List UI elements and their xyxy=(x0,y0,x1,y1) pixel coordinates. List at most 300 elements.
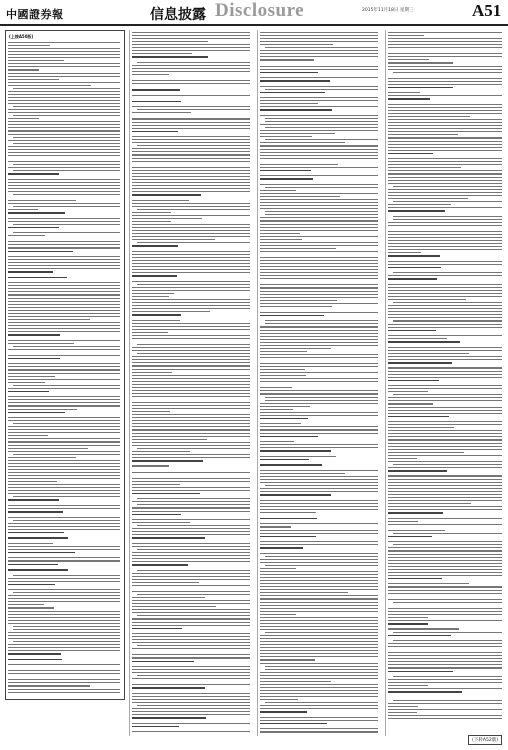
text-column-3 xyxy=(257,30,380,736)
text-line xyxy=(8,149,120,150)
text-line xyxy=(260,291,378,292)
text-line xyxy=(388,308,502,309)
text-line xyxy=(260,208,378,209)
text-line xyxy=(260,574,378,575)
text-line xyxy=(132,457,250,458)
text-line xyxy=(388,204,451,205)
text-line xyxy=(265,666,378,667)
text-line xyxy=(8,221,120,222)
text-line xyxy=(260,503,378,504)
text-line xyxy=(8,42,120,43)
text-line xyxy=(8,188,120,189)
text-line xyxy=(137,242,250,243)
text-line xyxy=(388,578,442,580)
text-line xyxy=(388,353,469,354)
text-line xyxy=(260,80,330,82)
text-line xyxy=(8,79,59,80)
text-line xyxy=(8,432,120,433)
text-line xyxy=(388,243,502,244)
text-line xyxy=(388,430,502,431)
text-line xyxy=(388,655,502,656)
text-line xyxy=(8,66,120,67)
text-line xyxy=(8,481,57,482)
text-line xyxy=(265,397,378,398)
text-line xyxy=(388,443,502,444)
text-line xyxy=(8,405,120,406)
text-line xyxy=(393,219,502,220)
text-line xyxy=(8,127,120,128)
text-line xyxy=(260,158,378,159)
text-line xyxy=(388,557,502,558)
text-line xyxy=(388,161,502,162)
text-line xyxy=(132,636,250,637)
text-line xyxy=(8,569,68,571)
text-line xyxy=(388,572,502,573)
text-line xyxy=(8,564,58,566)
text-line xyxy=(260,300,337,301)
text-line xyxy=(132,89,180,91)
text-line xyxy=(388,385,502,386)
text-line xyxy=(388,47,502,48)
text-line xyxy=(132,260,250,261)
text-line xyxy=(132,708,250,709)
text-line xyxy=(388,317,502,318)
text-line xyxy=(132,347,250,348)
text-line xyxy=(13,137,120,138)
text-line xyxy=(260,717,378,718)
text-line xyxy=(265,121,378,122)
text-line xyxy=(8,227,59,229)
text-line xyxy=(260,605,378,606)
masthead xyxy=(0,0,508,26)
text-line xyxy=(265,400,378,401)
text-line xyxy=(8,682,120,683)
text-line xyxy=(388,560,502,561)
text-line xyxy=(8,402,120,403)
text-line xyxy=(8,313,120,314)
text-line xyxy=(137,448,250,449)
text-line xyxy=(388,599,502,600)
text-line xyxy=(8,529,120,530)
text-line xyxy=(132,693,250,694)
text-line xyxy=(132,154,250,155)
text-line xyxy=(8,508,120,509)
text-line xyxy=(137,594,250,595)
text-line xyxy=(132,648,250,649)
text-line xyxy=(8,543,53,544)
text-line xyxy=(132,622,250,623)
text-line xyxy=(132,227,250,228)
text-line xyxy=(393,676,502,677)
text-line xyxy=(265,89,378,90)
text-line xyxy=(8,316,120,317)
text-line xyxy=(260,190,296,191)
text-line xyxy=(260,77,378,78)
text-line xyxy=(260,336,378,337)
text-line xyxy=(132,194,201,196)
text-line xyxy=(132,552,250,553)
text-line xyxy=(260,470,378,471)
text-line xyxy=(388,427,454,428)
text-line xyxy=(8,355,120,356)
text-line xyxy=(388,125,502,126)
text-line xyxy=(132,142,250,143)
text-line xyxy=(388,500,502,501)
text-line xyxy=(388,608,502,609)
text-line xyxy=(388,53,502,54)
text-line xyxy=(388,491,502,492)
text-line xyxy=(260,312,378,313)
text-line xyxy=(132,585,250,586)
text-line xyxy=(388,658,502,659)
text-line xyxy=(388,41,502,42)
text-line xyxy=(132,564,188,566)
text-line xyxy=(13,385,120,386)
text-line xyxy=(132,323,250,324)
text-line xyxy=(8,63,120,64)
text-line xyxy=(132,139,250,140)
text-line xyxy=(388,586,502,587)
text-line xyxy=(8,161,120,162)
text-line xyxy=(137,645,250,646)
text-line xyxy=(388,141,502,142)
text-line xyxy=(260,592,348,593)
text-line xyxy=(388,623,428,625)
text-line xyxy=(388,299,466,300)
text-line xyxy=(393,544,502,545)
text-line xyxy=(132,603,250,604)
text-line xyxy=(132,314,181,316)
text-line xyxy=(13,232,120,233)
text-line xyxy=(132,429,250,430)
text-line xyxy=(388,147,502,148)
text-line xyxy=(132,269,250,270)
text-line xyxy=(388,455,502,456)
text-line xyxy=(260,589,378,590)
text-line xyxy=(388,144,502,145)
text-line xyxy=(8,146,120,147)
text-line xyxy=(388,207,502,208)
text-line xyxy=(13,520,120,521)
text-line xyxy=(8,644,120,645)
text-line xyxy=(8,611,120,612)
text-line xyxy=(265,702,378,703)
text-line xyxy=(132,305,250,306)
text-line xyxy=(132,460,203,462)
text-line xyxy=(260,97,378,98)
text-line xyxy=(260,50,378,51)
text-line xyxy=(388,685,428,686)
text-line xyxy=(132,573,250,574)
text-line xyxy=(388,180,502,181)
text-line xyxy=(260,236,378,237)
text-line xyxy=(8,331,120,332)
text-line xyxy=(388,66,502,67)
text-line xyxy=(388,509,502,510)
text-line xyxy=(8,537,68,539)
text-line xyxy=(8,167,120,168)
text-line xyxy=(388,449,502,450)
text-line xyxy=(388,391,428,392)
text-line xyxy=(8,112,120,113)
text-line xyxy=(388,131,502,132)
text-line xyxy=(393,320,502,321)
text-line xyxy=(260,142,345,143)
text-line xyxy=(388,92,420,93)
text-line xyxy=(8,650,120,651)
text-line xyxy=(388,475,502,476)
text-line xyxy=(132,423,250,424)
text-line xyxy=(260,653,378,654)
text-line xyxy=(8,244,120,245)
text-line xyxy=(132,384,250,385)
text-line xyxy=(260,488,378,489)
text-line xyxy=(132,661,194,663)
text-line xyxy=(388,470,447,472)
text-line xyxy=(393,602,502,603)
text-line xyxy=(260,547,303,549)
text-line xyxy=(260,100,378,101)
text-line xyxy=(388,485,502,486)
text-line xyxy=(132,426,250,427)
text-line xyxy=(8,51,120,52)
text-line xyxy=(132,597,205,598)
text-line xyxy=(132,332,168,333)
text-line xyxy=(132,221,171,222)
text-line xyxy=(265,323,378,324)
text-line xyxy=(8,152,120,153)
text-line xyxy=(388,413,502,414)
text-line xyxy=(260,220,378,221)
text-line xyxy=(260,409,293,410)
text-line xyxy=(388,367,502,368)
text-line xyxy=(260,155,378,156)
text-line xyxy=(8,241,120,242)
text-line xyxy=(388,679,502,680)
text-line xyxy=(132,378,250,379)
text-line xyxy=(132,465,169,466)
text-line xyxy=(260,69,378,70)
text-line xyxy=(388,410,502,411)
text-line xyxy=(8,595,120,596)
text-line xyxy=(388,712,417,713)
text-line xyxy=(8,76,120,77)
text-line xyxy=(260,617,378,618)
text-line xyxy=(388,261,502,262)
text-line xyxy=(132,393,250,394)
text-line xyxy=(132,436,250,437)
text-line xyxy=(388,506,502,507)
text-line xyxy=(132,487,250,488)
text-line xyxy=(388,706,418,707)
text-line xyxy=(260,66,378,67)
text-line xyxy=(260,696,378,697)
text-line xyxy=(132,411,170,412)
text-line xyxy=(388,249,502,250)
text-line xyxy=(132,576,250,577)
text-line xyxy=(260,429,378,430)
text-line xyxy=(132,38,250,39)
text-line xyxy=(388,643,502,644)
text-line xyxy=(8,469,120,470)
text-line xyxy=(13,454,120,455)
text-line xyxy=(260,450,331,452)
text-line xyxy=(260,193,378,194)
text-line xyxy=(132,191,250,192)
text-line xyxy=(8,271,53,273)
text-line xyxy=(132,185,250,186)
text-line xyxy=(8,584,55,586)
text-line xyxy=(132,350,250,351)
text-line xyxy=(393,272,502,273)
text-line xyxy=(8,259,120,260)
text-line xyxy=(388,237,502,238)
text-line xyxy=(388,362,452,364)
text-line xyxy=(8,130,120,131)
text-line xyxy=(132,612,250,613)
text-line xyxy=(8,620,120,621)
text-column-1 xyxy=(5,30,123,736)
text-line xyxy=(8,155,120,156)
text-line xyxy=(388,709,502,710)
text-line xyxy=(260,506,378,507)
text-line xyxy=(8,118,39,119)
text-line xyxy=(388,439,502,440)
text-line xyxy=(132,534,250,535)
text-line xyxy=(132,170,250,171)
text-line xyxy=(132,118,250,119)
text-line xyxy=(8,526,120,527)
text-line xyxy=(260,245,378,246)
text-line xyxy=(260,583,378,584)
text-line xyxy=(8,581,120,582)
text-line xyxy=(260,393,378,394)
text-line xyxy=(388,84,502,85)
text-line xyxy=(8,589,120,590)
text-line xyxy=(132,609,250,610)
text-line xyxy=(260,562,378,563)
text-line xyxy=(388,424,502,425)
text-line xyxy=(260,294,378,295)
text-line xyxy=(132,478,250,479)
text-line xyxy=(132,390,250,391)
text-line xyxy=(13,88,120,89)
text-line xyxy=(8,382,45,383)
text-line xyxy=(8,343,74,344)
article-body xyxy=(5,30,503,736)
text-line xyxy=(260,369,305,370)
text-line xyxy=(8,670,120,671)
text-line xyxy=(8,499,59,501)
text-line xyxy=(8,60,64,61)
text-line xyxy=(388,691,462,693)
text-line xyxy=(132,442,250,443)
text-line xyxy=(388,95,502,96)
text-line xyxy=(8,310,120,311)
text-line xyxy=(260,205,378,206)
text-line xyxy=(132,335,250,336)
text-line xyxy=(13,170,120,171)
text-line xyxy=(132,206,250,207)
text-line xyxy=(388,646,502,647)
text-line xyxy=(132,212,171,213)
text-line xyxy=(8,396,120,397)
text-line xyxy=(132,290,250,291)
text-line xyxy=(260,86,378,87)
text-line xyxy=(8,391,49,393)
text-line xyxy=(260,459,309,461)
text-line xyxy=(132,200,189,201)
text-line xyxy=(260,523,378,524)
text-line xyxy=(260,330,378,331)
text-line xyxy=(260,248,336,249)
text-line xyxy=(8,100,120,101)
text-line xyxy=(260,149,378,150)
text-line xyxy=(8,647,120,648)
text-line xyxy=(132,402,250,403)
text-line xyxy=(132,95,250,96)
text-line xyxy=(260,348,331,349)
text-line xyxy=(388,98,430,100)
text-line xyxy=(260,56,378,57)
text-line xyxy=(8,426,120,427)
newspaper-logo: 中國證券報 xyxy=(6,8,64,21)
text-line xyxy=(388,234,502,235)
text-line xyxy=(132,723,250,724)
text-line xyxy=(132,251,250,252)
text-line xyxy=(132,35,250,36)
text-line xyxy=(260,35,378,36)
text-line xyxy=(393,394,502,395)
text-line xyxy=(260,544,378,545)
text-line xyxy=(260,272,378,273)
text-line xyxy=(388,158,502,159)
text-line xyxy=(132,387,250,388)
text-line xyxy=(137,525,250,526)
text-line xyxy=(260,536,316,538)
text-line xyxy=(388,667,502,668)
text-line xyxy=(132,654,250,655)
text-line xyxy=(388,359,502,360)
text-line xyxy=(260,731,378,732)
text-line xyxy=(260,266,378,267)
text-line xyxy=(8,363,120,364)
text-line xyxy=(388,436,502,437)
text-line xyxy=(388,635,451,637)
text-line xyxy=(388,252,421,253)
text-line xyxy=(388,583,469,584)
text-line xyxy=(8,409,77,410)
text-line xyxy=(388,183,502,184)
text-line xyxy=(8,607,54,608)
text-line xyxy=(388,290,502,291)
text-line xyxy=(8,472,120,473)
text-line xyxy=(388,467,502,468)
text-line xyxy=(388,69,502,70)
text-line xyxy=(260,500,378,501)
text-line xyxy=(260,306,332,307)
text-line xyxy=(132,151,250,152)
text-line xyxy=(8,451,120,452)
text-line xyxy=(132,245,178,247)
text-line xyxy=(260,678,378,679)
text-line xyxy=(8,601,120,602)
text-line xyxy=(265,118,378,119)
text-line xyxy=(388,403,433,404)
text-line xyxy=(388,524,502,525)
text-line xyxy=(132,472,250,473)
text-line xyxy=(132,507,250,508)
